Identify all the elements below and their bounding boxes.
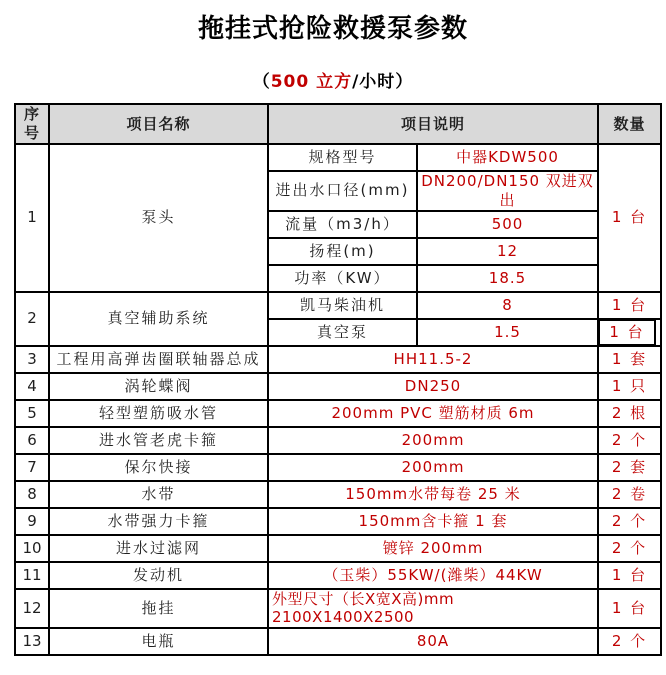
row-no: 6 <box>15 427 49 454</box>
row-name: 进水过滤网 <box>49 535 268 562</box>
row-name: 涡轮蝶阀 <box>49 373 268 400</box>
spec-label: 真空泵 <box>268 319 417 346</box>
row-desc: （玉柴）55KW/(潍柴）44KW <box>268 562 598 589</box>
table-row <box>15 400 661 427</box>
row-name: 水带 <box>49 481 268 508</box>
subtitle-capacity: 500 立方 <box>270 72 353 92</box>
row-name: 水带强力卡箍 <box>49 508 268 535</box>
row-name: 拖挂 <box>49 589 268 629</box>
row-desc: 外型尺寸（长X宽X高)mm 2100X1400X2500 <box>268 589 598 629</box>
row-desc: 200mm <box>268 454 598 481</box>
spec-label: 扬程(m) <box>268 238 417 265</box>
row-no: 1 <box>15 144 49 292</box>
table-row <box>15 562 661 589</box>
table-row <box>15 535 661 562</box>
row-name: 真空辅助系统 <box>49 292 268 346</box>
row-name: 泵头 <box>49 144 268 292</box>
row-desc: 150mm水带每卷 25 米 <box>268 481 598 508</box>
row-qty: 1 台 <box>598 292 661 319</box>
spec-label: 功率（KW） <box>268 265 417 292</box>
row-qty: 1 台 <box>598 144 661 292</box>
row-qty: 2 根 <box>598 400 661 427</box>
row-name: 保尔快接 <box>49 454 268 481</box>
subtitle <box>0 67 666 92</box>
col-header-desc: 项目说明 <box>268 104 598 144</box>
row-name: 进水管老虎卡箍 <box>49 427 268 454</box>
row-no: 2 <box>15 292 49 346</box>
row-desc: HH11.5-2 <box>268 346 598 373</box>
spec-value: 12 <box>417 238 598 265</box>
row-desc: 80A <box>268 628 598 655</box>
row-name: 电瓶 <box>49 628 268 655</box>
spec-value: 1.5 <box>417 319 598 346</box>
row-no: 10 <box>15 535 49 562</box>
spec-value: 8 <box>417 292 598 319</box>
row-qty: 1 只 <box>598 373 661 400</box>
row-qty <box>598 319 661 346</box>
col-header-no: 序号 <box>15 104 49 144</box>
spec-label: 进出水口径(mm) <box>268 171 417 211</box>
qty-inner-box: 1 台 <box>598 319 656 346</box>
row-desc: 150mm含卡箍 1 套 <box>268 508 598 535</box>
page-title: 拖挂式抢险救援泵参数 <box>197 14 468 44</box>
row-qty: 2 卷 <box>598 481 661 508</box>
row-qty: 1 套 <box>598 346 661 373</box>
row-name: 工程用高弹齿圈联轴器总成 <box>49 346 268 373</box>
row-no: 3 <box>15 346 49 373</box>
spec-label: 流量（m3/h） <box>268 211 417 238</box>
table-row <box>15 373 661 400</box>
row-no: 11 <box>15 562 49 589</box>
row-qty: 2 个 <box>598 427 661 454</box>
subtitle-close-paren: ） <box>395 72 414 92</box>
header-row <box>15 104 661 144</box>
table-row <box>15 628 661 655</box>
row-no: 13 <box>15 628 49 655</box>
row-qty: 1 台 <box>598 562 661 589</box>
row-no: 5 <box>15 400 49 427</box>
table-row-vacuum <box>15 292 661 319</box>
parameters-table <box>14 103 662 656</box>
table-row <box>15 346 661 373</box>
spec-value: 500 <box>417 211 598 238</box>
col-header-name: 项目名称 <box>49 104 268 144</box>
row-desc: DN250 <box>268 373 598 400</box>
row-qty: 2 个 <box>598 628 661 655</box>
row-qty: 2 套 <box>598 454 661 481</box>
table-row <box>15 427 661 454</box>
subtitle-open-paren: （ <box>252 72 271 92</box>
row-desc: 200mm <box>268 427 598 454</box>
row-qty: 2 个 <box>598 535 661 562</box>
row-qty: 1 台 <box>598 589 661 629</box>
spec-value: DN200/DN150 双进双出 <box>417 171 598 211</box>
spec-value: 中器KDW500 <box>417 144 598 171</box>
row-no: 9 <box>15 508 49 535</box>
table-row <box>15 454 661 481</box>
table-row-pump-head <box>15 144 661 171</box>
row-desc: 200mm PVC 塑筋材质 6m <box>268 400 598 427</box>
col-header-qty: 数量 <box>598 104 661 144</box>
spec-label: 凯马柴油机 <box>268 292 417 319</box>
row-no: 12 <box>15 589 49 629</box>
row-desc: 镀锌 200mm <box>268 535 598 562</box>
row-no: 4 <box>15 373 49 400</box>
row-qty: 2 个 <box>598 508 661 535</box>
row-name: 轻型塑筋吸水管 <box>49 400 268 427</box>
row-no: 7 <box>15 454 49 481</box>
row-name: 发动机 <box>49 562 268 589</box>
row-no: 8 <box>15 481 49 508</box>
table-row <box>15 589 661 629</box>
subtitle-unit: /小时 <box>352 72 396 92</box>
table-row <box>15 481 661 508</box>
spec-label: 规格型号 <box>268 144 417 171</box>
spec-value: 18.5 <box>417 265 598 292</box>
table-row <box>15 508 661 535</box>
